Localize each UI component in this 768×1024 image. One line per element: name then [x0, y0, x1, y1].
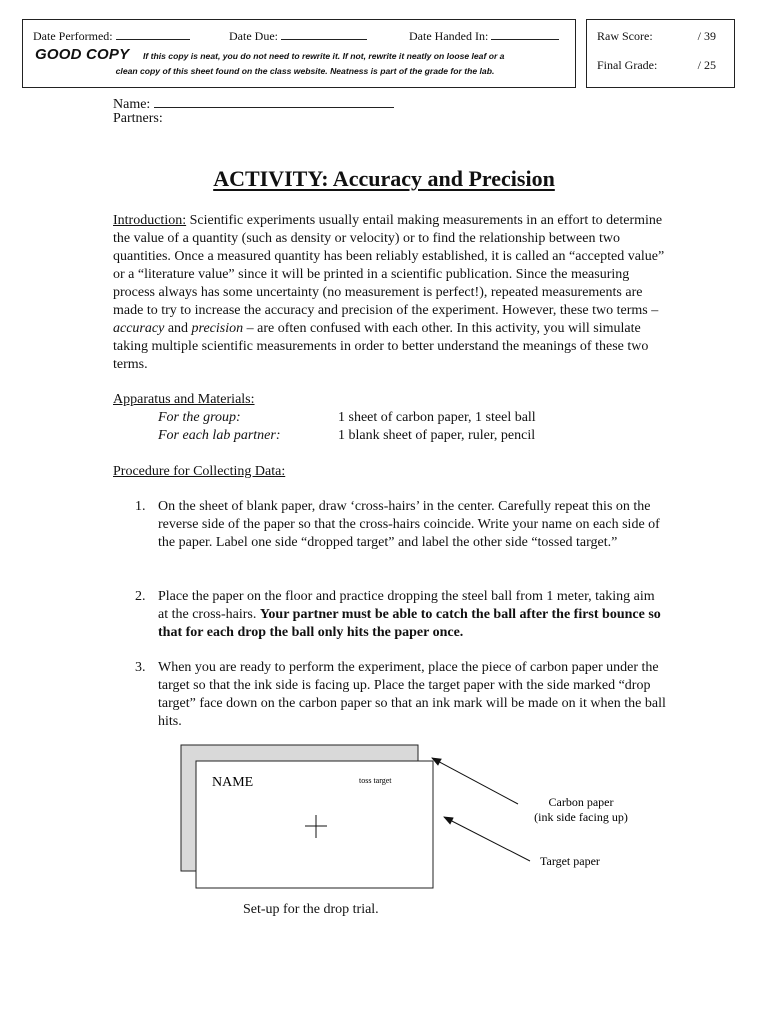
good-copy-heading: GOOD COPY	[35, 46, 130, 63]
carbon-paper-arrow	[432, 758, 518, 804]
raw-score-label: Raw Score:	[597, 29, 653, 43]
precision-term: precision	[191, 321, 244, 336]
step-number: 1.	[135, 499, 146, 514]
step-text: Place the paper on the floor and practice dropping the steel ball from 1 meter, taking aim at the cross-hairs. Your partner must be able to catch the ball after the first bounce so that for each drop the ball only hits the paper once.	[158, 589, 661, 640]
final-grade-row	[597, 58, 720, 73]
final-grade-value: / 25	[697, 58, 716, 72]
date-handed-in-blank[interactable]	[491, 29, 559, 40]
page-title: ACTIVITY: Accuracy and Precision	[213, 166, 555, 191]
date-due-blank[interactable]	[281, 29, 367, 40]
date-handed-in-field[interactable]	[409, 29, 559, 44]
introduction-text-1: Scientific experiments usually entail making measurements in an effort to determine the value of a quantity (such as density or velocity) or to find the relationship between two quantities. Once a measured quantity has been reliably established, it is called an “accepted value” or a “literature value” since it will be printed in a scientific publication. Since the measuring process always has some uncertainty (no measurement is perfect!), repeated measurements are made to try to increase the accuracy and precision of the experiment. However, these two terms –	[113, 213, 665, 318]
score-box	[586, 19, 735, 88]
target-name-text: NAME	[212, 775, 254, 790]
apparatus-row-partner	[158, 427, 535, 445]
introduction-text-2: – are often confused with each other. In this activity, you will simulate taking multiple scientific measurements in order to better understand the meanings of these two terms.	[113, 321, 649, 372]
date-performed-field[interactable]	[33, 29, 190, 44]
target-paper-arrow	[444, 817, 530, 861]
apparatus-row-group	[158, 409, 536, 427]
step-number: 3.	[135, 660, 146, 675]
target-paper-label: Target paper	[540, 854, 600, 868]
date-performed-blank[interactable]	[116, 29, 190, 40]
raw-score-value: / 39	[697, 29, 716, 43]
introduction-paragraph	[113, 212, 673, 374]
step-text: When you are ready to perform the experiment, place the piece of carbon paper under the target so that the ink side is facing up. Place the target paper with the side marked “drop target” face down on the carbon paper so that an ink mark will be made on it when the ball hits.	[158, 660, 666, 729]
introduction-heading: Introduction:	[113, 213, 187, 228]
good-copy-note-line-2: clean copy of this sheet found on the class website. Neatness is part of the grade for the lab.	[115, 66, 495, 76]
raw-score-row	[597, 29, 720, 44]
date-due-label: Date Due:	[229, 29, 278, 43]
diagram-caption: Set-up for the drop trial.	[243, 902, 379, 917]
step-number: 2.	[135, 589, 146, 604]
date-handed-in-label: Date Handed In:	[409, 29, 489, 43]
good-copy-note	[35, 49, 575, 79]
name-blank[interactable]	[154, 93, 394, 108]
drop-setup-diagram	[170, 738, 650, 928]
step-bold-warning: Your partner must be able to catch the ball after the first bounce so that for each drop the ball only hits the paper once.	[158, 607, 661, 640]
apparatus-row-label: For each lab partner:	[158, 428, 281, 443]
procedure-heading: Procedure for Collecting Data:	[113, 464, 286, 479]
toss-target-text: toss target	[359, 776, 392, 785]
name-label: Name:	[113, 97, 151, 112]
carbon-paper-sublabel: (ink side facing up)	[534, 810, 628, 824]
final-grade-label: Final Grade:	[597, 58, 658, 72]
carbon-paper-label: Carbon paper	[548, 795, 614, 809]
partners-label: Partners:	[113, 111, 163, 126]
header-box	[22, 19, 576, 88]
date-performed-label: Date Performed:	[33, 29, 113, 43]
name-field[interactable]	[113, 93, 394, 113]
date-due-field[interactable]	[229, 29, 367, 44]
step-text: On the sheet of blank paper, draw ‘cross-hairs’ in the center. Carefully repeat this on the reverse side of the paper so that the cross-hairs coincide. Write your name on each side of the paper. Label one side “dropped target” and label the other side “tossed target.”	[158, 499, 660, 550]
accuracy-term: accuracy	[113, 321, 165, 336]
apparatus-row-value: 1 blank sheet of paper, ruler, pencil	[338, 428, 536, 443]
apparatus-row-value: 1 sheet of carbon paper, 1 steel ball	[338, 410, 536, 425]
introduction-and: and	[164, 321, 192, 336]
good-copy-note-line-1: If this copy is neat, you do not need to rewrite it. If not, rewrite it neatly on loose leaf or a	[143, 51, 505, 61]
apparatus-row-label: For the group:	[158, 410, 241, 425]
apparatus-heading: Apparatus and Materials:	[113, 392, 255, 407]
